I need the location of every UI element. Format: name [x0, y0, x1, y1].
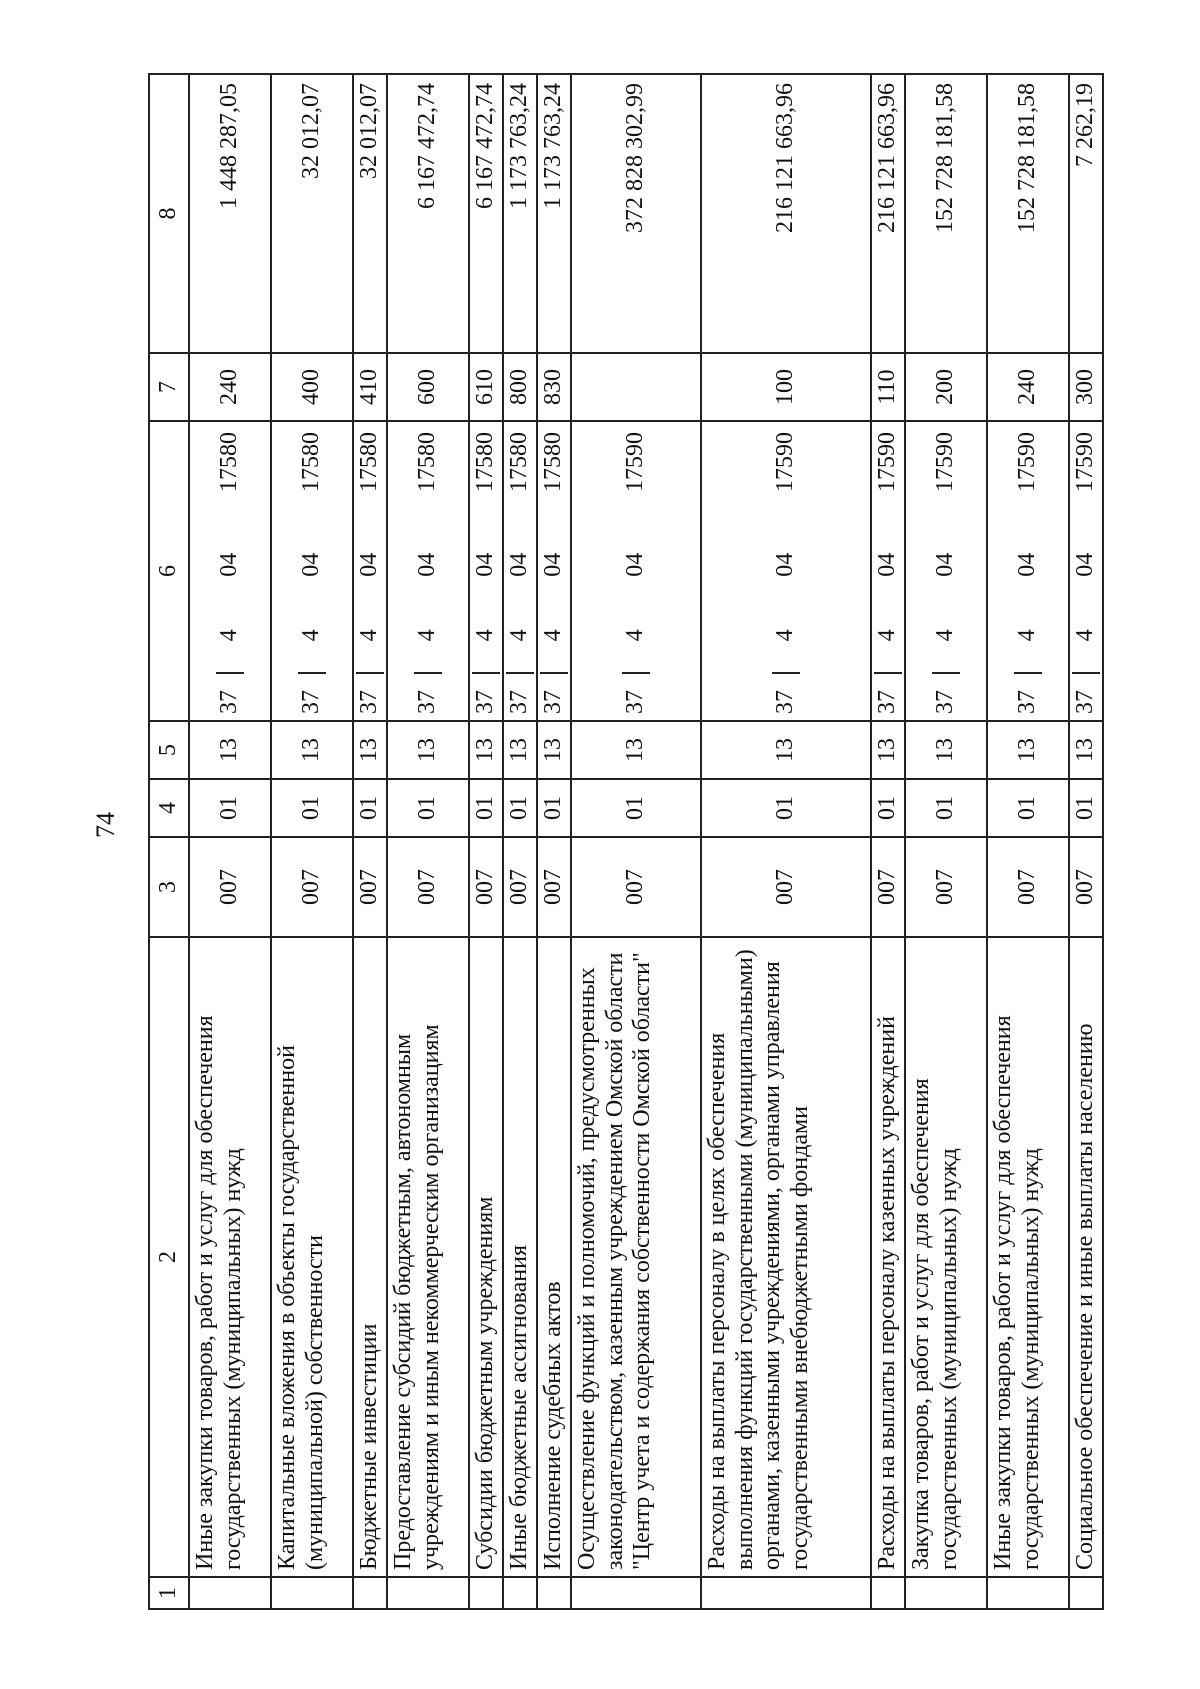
amount-cell: 1 173 763,24: [537, 74, 571, 353]
ministry-code-cell: 007: [987, 837, 1069, 937]
amount-cell: 6 167 472,74: [469, 74, 503, 353]
ministry-code-cell: 007: [571, 837, 701, 937]
target-item-cell: [987, 421, 1069, 721]
row-number-cell: [387, 1577, 469, 1609]
target-direction-code: 17590: [1014, 432, 1041, 493]
target-program-code: 37: [772, 672, 800, 720]
header-col-4: 4: [149, 779, 189, 837]
target-event-code: 04: [414, 552, 441, 577]
section-code-cell: 01: [469, 779, 503, 837]
section-code-cell: 01: [571, 779, 701, 837]
target-program-code: 37: [506, 672, 534, 720]
ministry-code-cell: 007: [905, 837, 987, 937]
row-number-cell: [469, 1577, 503, 1609]
target-direction-code: 17590: [772, 432, 799, 493]
subsection-code-cell: 13: [469, 721, 503, 779]
expense-name-cell: Социальное обеспечение и иные выплаты населению: [1069, 937, 1103, 1577]
row-number-cell: [701, 1577, 871, 1609]
target-subprogram-code: 4: [414, 629, 441, 642]
ministry-code-cell: 007: [189, 837, 271, 937]
target-direction-code: 17590: [1072, 432, 1099, 493]
expense-name-cell: Предоставление субсидий бюджетным, автономным учреждениям и иным некоммерческим организациям: [387, 937, 469, 1577]
target-event-code: 04: [356, 552, 383, 577]
table-row: [905, 74, 987, 1609]
table-row: [871, 74, 905, 1609]
target-direction-code: 17580: [414, 432, 441, 493]
header-row: [149, 74, 189, 1609]
target-program-code: 37: [356, 672, 384, 720]
amount-cell: 32 012,07: [271, 74, 353, 353]
row-number-cell: [571, 1577, 701, 1609]
target-item-cell: [571, 421, 701, 721]
expense-type-cell: 300: [1069, 353, 1103, 421]
table-row: [469, 74, 503, 1609]
table-row: [503, 74, 537, 1609]
target-event-code: 04: [1014, 552, 1041, 577]
target-event-code: 04: [540, 552, 567, 577]
target-subprogram-code: 4: [874, 629, 901, 642]
row-number-cell: [1069, 1577, 1103, 1609]
amount-cell: 372 828 302,99: [571, 74, 701, 353]
table-row: [571, 74, 701, 1609]
row-number-cell: [987, 1577, 1069, 1609]
table-row: [271, 74, 353, 1609]
target-direction-code: 17580: [540, 432, 567, 493]
expense-name-cell: Иные закупки товаров, работ и услуг для обеспечения государственных (муниципальных) нужд: [987, 937, 1069, 1577]
target-subprogram-code: 4: [472, 629, 499, 642]
subsection-code-cell: 13: [701, 721, 871, 779]
subsection-code-cell: 13: [353, 721, 387, 779]
expense-type-cell: 410: [353, 353, 387, 421]
amount-cell: 216 121 663,96: [871, 74, 905, 353]
target-event-code: 04: [472, 552, 499, 577]
ministry-code-cell: 007: [871, 837, 905, 937]
subsection-code-cell: 13: [987, 721, 1069, 779]
table-row: [701, 74, 871, 1609]
subsection-code-cell: 13: [871, 721, 905, 779]
header-col-5: 5: [149, 721, 189, 779]
header-col-8: 8: [149, 74, 189, 353]
header-col-6: 6: [149, 421, 189, 721]
ministry-code-cell: 007: [503, 837, 537, 937]
amount-cell: 6 167 472,74: [387, 74, 469, 353]
header-col-3: 3: [149, 837, 189, 937]
target-program-code: 37: [540, 672, 568, 720]
expense-name-cell: Расходы на выплаты персоналу казенных учреждений: [871, 937, 905, 1577]
expense-type-cell: [571, 353, 701, 421]
amount-cell: 152 728 181,58: [987, 74, 1069, 353]
target-item-cell: [905, 421, 987, 721]
target-direction-code: 17580: [506, 432, 533, 493]
amount-cell: 7 262,19: [1069, 74, 1103, 353]
target-item-cell: [189, 421, 271, 721]
expense-type-cell: 800: [503, 353, 537, 421]
target-event-code: 04: [506, 552, 533, 577]
subsection-code-cell: 13: [503, 721, 537, 779]
target-subprogram-code: 4: [932, 629, 959, 642]
target-item-cell: [537, 421, 571, 721]
target-event-code: 04: [1072, 552, 1099, 577]
target-subprogram-code: 4: [622, 629, 649, 642]
ministry-code-cell: 007: [353, 837, 387, 937]
section-code-cell: 01: [387, 779, 469, 837]
subsection-code-cell: 13: [387, 721, 469, 779]
expense-name-cell: Субсидии бюджетным учреждениям: [469, 937, 503, 1577]
target-program-code: 37: [874, 672, 902, 720]
target-subprogram-code: 4: [540, 629, 567, 642]
expense-type-cell: 240: [189, 353, 271, 421]
subsection-code-cell: 13: [1069, 721, 1103, 779]
row-number-cell: [189, 1577, 271, 1609]
target-event-code: 04: [772, 552, 799, 577]
target-direction-code: 17590: [932, 432, 959, 493]
expense-name-cell: Иные закупки товаров, работ и услуг для обеспечения государственных (муниципальных) нужд: [189, 937, 271, 1577]
target-program-code: 37: [932, 672, 960, 720]
row-number-cell: [503, 1577, 537, 1609]
section-code-cell: 01: [271, 779, 353, 837]
subsection-code-cell: 13: [537, 721, 571, 779]
target-event-code: 04: [874, 552, 901, 577]
target-subprogram-code: 4: [506, 629, 533, 642]
target-direction-code: 17580: [298, 432, 325, 493]
ministry-code-cell: 007: [701, 837, 871, 937]
ministry-code-cell: 007: [537, 837, 571, 937]
row-number-cell: [905, 1577, 987, 1609]
section-code-cell: 01: [905, 779, 987, 837]
target-direction-code: 17590: [874, 432, 901, 493]
target-program-code: 37: [414, 672, 442, 720]
target-program-code: 37: [1014, 672, 1042, 720]
section-code-cell: 01: [701, 779, 871, 837]
target-direction-code: 17580: [216, 432, 243, 493]
table-row: [387, 74, 469, 1609]
target-subprogram-code: 4: [1014, 629, 1041, 642]
target-direction-code: 17580: [472, 432, 499, 493]
table-row: [189, 74, 271, 1609]
target-item-cell: [353, 421, 387, 721]
table-body: [189, 74, 1103, 1609]
target-item-cell: [469, 421, 503, 721]
expense-name-cell: Расходы на выплаты персоналу в целях обеспечения выполнения функций государственными (муниципальными) органами, казенными учреждениями, органами управления государственными внебюджетными фондами: [701, 937, 871, 1577]
target-subprogram-code: 4: [772, 629, 799, 642]
expense-type-cell: 100: [701, 353, 871, 421]
ministry-code-cell: 007: [271, 837, 353, 937]
amount-cell: 152 728 181,58: [905, 74, 987, 353]
target-event-code: 04: [298, 552, 325, 577]
section-code-cell: 01: [871, 779, 905, 837]
expense-type-cell: 200: [905, 353, 987, 421]
amount-cell: 1 173 763,24: [503, 74, 537, 353]
ministry-code-cell: 007: [387, 837, 469, 937]
budget-table-sheet: [148, 75, 1098, 1610]
target-item-cell: [503, 421, 537, 721]
expense-type-cell: 240: [987, 353, 1069, 421]
amount-cell: 216 121 663,96: [701, 74, 871, 353]
subsection-code-cell: 13: [571, 721, 701, 779]
section-code-cell: 01: [353, 779, 387, 837]
target-program-code: 37: [472, 672, 500, 720]
expense-type-cell: 600: [387, 353, 469, 421]
target-item-cell: [271, 421, 353, 721]
target-subprogram-code: 4: [216, 629, 243, 642]
expense-name-cell: Исполнение судебных актов: [537, 937, 571, 1577]
target-subprogram-code: 4: [356, 629, 383, 642]
subsection-code-cell: 13: [189, 721, 271, 779]
expense-name-cell: Капитальные вложения в объекты государственной (муниципальной) собственности: [271, 937, 353, 1577]
expense-type-cell: 400: [271, 353, 353, 421]
table-row: [987, 74, 1069, 1609]
target-direction-code: 17590: [622, 432, 649, 493]
target-event-code: 04: [622, 552, 649, 577]
target-program-code: 37: [1072, 672, 1100, 720]
target-item-cell: [387, 421, 469, 721]
amount-cell: 1 448 287,05: [189, 74, 271, 353]
target-item-cell: [701, 421, 871, 721]
target-program-code: 37: [622, 672, 650, 720]
target-subprogram-code: 4: [298, 629, 325, 642]
expense-name-cell: Бюджетные инвестиции: [353, 937, 387, 1577]
target-item-cell: [1069, 421, 1103, 721]
subsection-code-cell: 13: [271, 721, 353, 779]
target-item-cell: [871, 421, 905, 721]
expense-name-cell: Иные бюджетные ассигнования: [503, 937, 537, 1577]
target-program-code: 37: [298, 672, 326, 720]
expense-type-cell: 610: [469, 353, 503, 421]
target-event-code: 04: [216, 552, 243, 577]
expense-type-cell: 110: [871, 353, 905, 421]
row-number-cell: [871, 1577, 905, 1609]
ministry-code-cell: 007: [469, 837, 503, 937]
header-col-7: 7: [149, 353, 189, 421]
section-code-cell: 01: [503, 779, 537, 837]
section-code-cell: 01: [537, 779, 571, 837]
expense-name-cell: Осуществление функций и полномочий, предусмотренных законодательством, казенным учреждением Омской области "Центр учета и содержания собственности Омской области": [571, 937, 701, 1577]
target-subprogram-code: 4: [1072, 629, 1099, 642]
section-code-cell: 01: [189, 779, 271, 837]
target-program-code: 37: [216, 672, 244, 720]
page-number: 74: [91, 812, 120, 838]
table-row: [1069, 74, 1103, 1609]
expense-name-cell: Закупка товаров, работ и услуг для обеспечения государственных (муниципальных) нужд: [905, 937, 987, 1577]
header-col-2: 2: [149, 937, 189, 1577]
row-number-cell: [537, 1577, 571, 1609]
table-row: [537, 74, 571, 1609]
ministry-code-cell: 007: [1069, 837, 1103, 937]
subsection-code-cell: 13: [905, 721, 987, 779]
section-code-cell: 01: [987, 779, 1069, 837]
budget-table: [148, 73, 1104, 1610]
amount-cell: 32 012,07: [353, 74, 387, 353]
header-col-1: 1: [149, 1577, 189, 1609]
row-number-cell: [271, 1577, 353, 1609]
target-direction-code: 17580: [356, 432, 383, 493]
table-row: [353, 74, 387, 1609]
target-event-code: 04: [932, 552, 959, 577]
row-number-cell: [353, 1577, 387, 1609]
expense-type-cell: 830: [537, 353, 571, 421]
section-code-cell: 01: [1069, 779, 1103, 837]
